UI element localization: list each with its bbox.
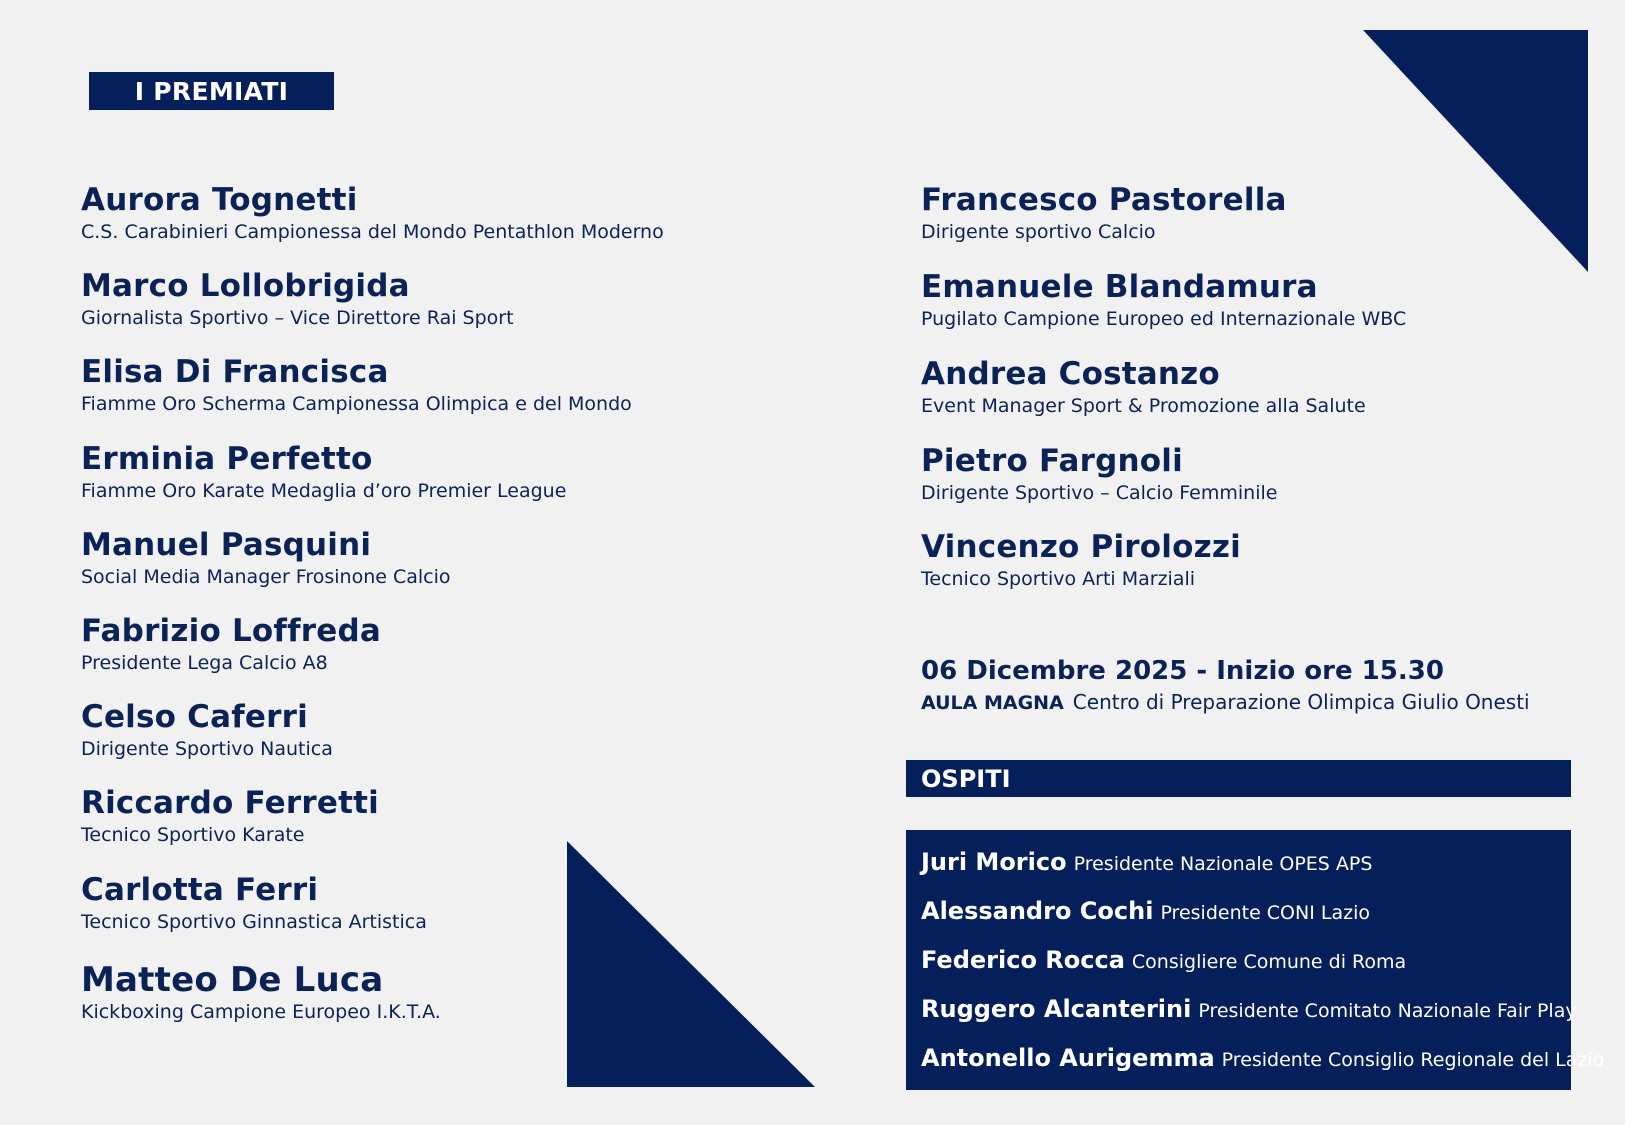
awardee-role: Dirigente Sportivo Nautica <box>81 738 333 760</box>
awardee-name: Celso Caferri <box>81 699 308 735</box>
guest-entry <box>921 946 1571 995</box>
awardee-entry <box>921 443 1277 505</box>
awardee-entry <box>81 182 664 244</box>
venue-label: AULA MAGNA <box>921 692 1064 714</box>
awardee-entry <box>81 613 381 675</box>
awardee-name: Riccardo Ferretti <box>81 785 379 821</box>
guest-entry <box>921 848 1571 897</box>
ospiti-heading: OSPITI <box>906 760 1571 797</box>
guests-panel <box>906 830 1605 1090</box>
guest-role: Consigliere Comune di Roma <box>1131 951 1407 973</box>
guest-name: Antonello Aurigemma <box>921 1044 1215 1072</box>
awardee-entry <box>81 527 451 589</box>
awardee-entry <box>921 182 1287 244</box>
event-date: 06 Dicembre 2025 - Inizio ore 15.30 <box>921 656 1444 686</box>
awardee-name: Andrea Costanzo <box>921 356 1220 392</box>
awardee-name: Aurora Tognetti <box>81 182 358 218</box>
awardee-role: Fiamme Oro Scherma Campionessa Olimpica e del Mondo <box>81 393 632 415</box>
awardee-entry <box>81 785 379 847</box>
awardee-entry <box>81 962 441 1024</box>
awardee-role: Event Manager Sport & Promozione alla Salute <box>921 395 1366 417</box>
guest-name: Alessandro Cochi <box>921 897 1154 925</box>
guest-role: Presidente Nazionale OPES APS <box>1073 853 1373 875</box>
awardee-name: Emanuele Blandamura <box>921 269 1318 305</box>
awardee-name: Manuel Pasquini <box>81 527 372 563</box>
awardee-entry <box>921 269 1406 331</box>
awardee-role: Pugilato Campione Europeo ed Internazionale WBC <box>921 308 1407 330</box>
event-venue <box>921 689 1530 716</box>
awardee-entry <box>81 354 632 416</box>
awardee-role: Dirigente Sportivo – Calcio Femminile <box>921 482 1278 504</box>
awardee-name: Carlotta Ferri <box>81 872 319 908</box>
guest-entry <box>921 1044 1605 1093</box>
awardee-name: Francesco Pastorella <box>921 182 1287 218</box>
awardee-name: Matteo De Luca <box>81 960 384 1000</box>
awardee-role: Giornalista Sportivo – Vice Direttore Rai Sport <box>81 307 514 329</box>
awardee-role: C.S. Carabinieri Campionessa del Mondo Pentathlon Moderno <box>81 221 664 243</box>
awardee-role: Social Media Manager Frosinone Calcio <box>81 566 451 588</box>
guest-role: Presidente Comitato Nazionale Fair Play <box>1198 1000 1577 1022</box>
awardee-role: Presidente Lega Calcio A8 <box>81 652 328 674</box>
event-info <box>921 655 1530 716</box>
awardee-role: Dirigente sportivo Calcio <box>921 221 1156 243</box>
awardee-entry <box>81 441 566 503</box>
awardee-entry <box>921 529 1241 591</box>
decorative-triangle-top-right <box>1363 30 1588 272</box>
awardee-entry <box>81 268 514 330</box>
awardee-entry <box>81 699 333 761</box>
awardee-entry <box>81 872 427 934</box>
awardee-name: Vincenzo Pirolozzi <box>921 529 1241 565</box>
awardee-role: Tecnico Sportivo Karate <box>81 824 305 846</box>
awardee-role: Fiamme Oro Karate Medaglia d’oro Premier League <box>81 480 567 502</box>
premiati-heading: I PREMIATI <box>89 72 334 110</box>
guest-role: Presidente CONI Lazio <box>1160 902 1370 924</box>
guest-name: Federico Rocca <box>921 946 1125 974</box>
guest-name: Ruggero Alcanterini <box>921 995 1192 1023</box>
awardee-role: Kickboxing Campione Europeo I.K.T.A. <box>81 1001 441 1023</box>
awardee-role: Tecnico Sportivo Arti Marziali <box>921 568 1196 590</box>
guest-entry <box>921 897 1571 946</box>
awardee-name: Elisa Di Francisca <box>81 354 389 390</box>
awardee-entry <box>921 356 1366 418</box>
decorative-triangle-bottom <box>567 841 815 1087</box>
awardee-role: Tecnico Sportivo Ginnastica Artistica <box>81 911 427 933</box>
awardee-name: Marco Lollobrigida <box>81 268 410 304</box>
venue-name: Centro di Preparazione Olimpica Giulio Onesti <box>1072 690 1530 714</box>
awardee-name: Fabrizio Loffreda <box>81 613 381 649</box>
guest-name: Juri Morico <box>921 848 1067 876</box>
guest-entry <box>921 995 1577 1044</box>
awardee-name: Pietro Fargnoli <box>921 443 1183 479</box>
awardee-name: Erminia Perfetto <box>81 441 373 477</box>
guest-role: Presidente Consiglio Regionale del Lazio <box>1221 1049 1605 1071</box>
